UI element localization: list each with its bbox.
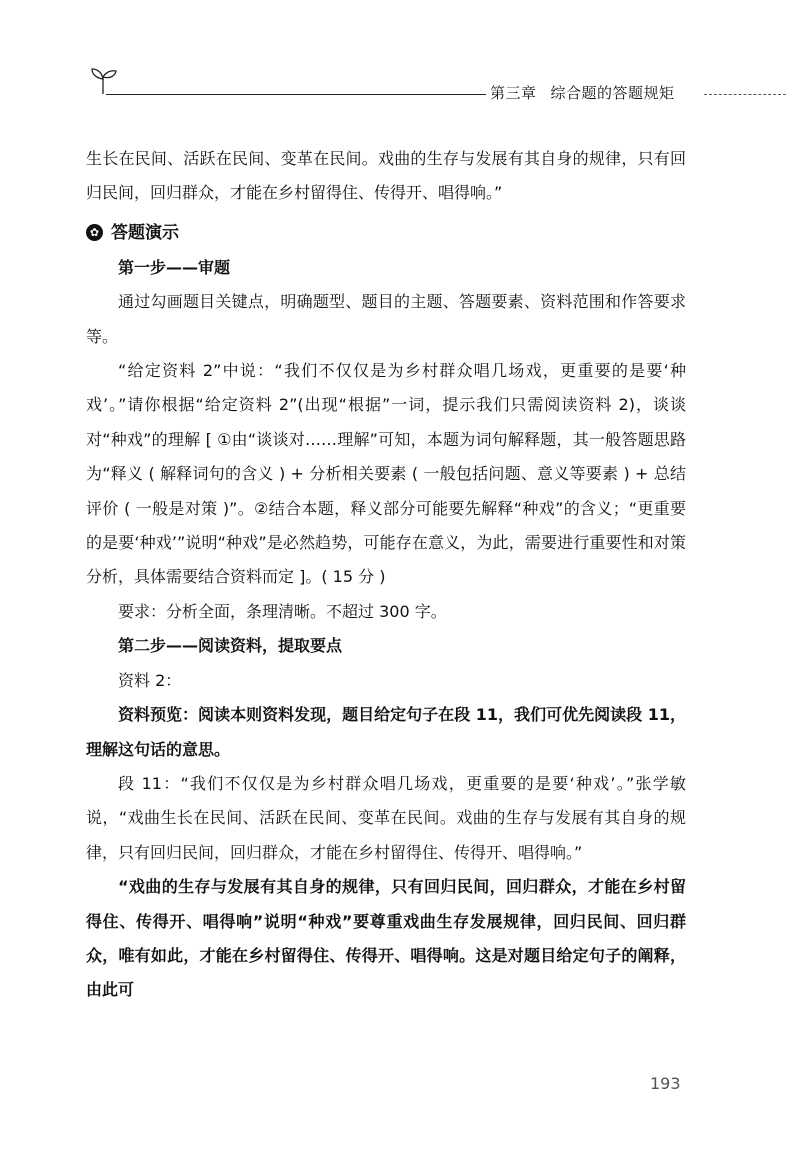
flower-bullet-icon: ✿ bbox=[86, 224, 103, 241]
paragraph-continued: 生长在民间、活跃在民间、变革在民间。戏曲的生存与发展有其自身的规律，只有回归民间，回归群众，才能在乡村留得住、传得开、唱得响。” bbox=[86, 149, 686, 203]
chapter-heading bbox=[486, 82, 679, 103]
step-two-heading: 第二步——阅读资料，提取要点 bbox=[118, 636, 343, 656]
step-one-heading: 第一步——审题 bbox=[118, 257, 231, 277]
chapter-number: 第三章 bbox=[490, 84, 537, 102]
header-rule-right bbox=[704, 94, 786, 95]
paragraph-intro: 通过勾画题目关键点，明确题型、题目的主题、答题要素、资料范围和作答要求等。 bbox=[86, 292, 686, 346]
section-title: 答题演示 bbox=[111, 222, 179, 243]
paragraph-analysis: “戏曲的生存与发展有其自身的规律，只有回归民间，回归群众，才能在乡村留得住、传得开、唱得响”说明“种戏”要尊重戏曲生存发展规律，回归民间、回归群众，唯有如此，才能在乡村留得住、传得开、唱得响。这是对题目给定句子的阐释，由此可 bbox=[86, 877, 686, 1000]
section-heading bbox=[86, 215, 686, 251]
chapter-title: 综合题的答题规矩 bbox=[550, 84, 675, 102]
material-label: 资料 2： bbox=[118, 670, 182, 690]
page-number: 193 bbox=[650, 1074, 681, 1093]
material-preview: 资料预览：阅读本则资料发现，题目给定句子在段 11，我们可优先阅读段 11，理解这句话的意思。 bbox=[86, 705, 686, 759]
paragraph-requirement: 要求：分析全面，条理清晰。不超过 300 字。 bbox=[118, 601, 447, 621]
paragraph-question: “给定资料 2”中说：“我们不仅仅是为乡村群众唱几场戏，更重要的是要‘种戏’。”请你根据“给定资料 2”(出现“根据”一词，提示我们只需阅读资料 2)，谈谈对“种戏”的理解 [ ①由“谈谈对……理解”可知，本题为词句解释题，其一般答题思路为“释义 ( 解释词句的含义 ) + 分析相关要素 ( 一般包括问题、意义等要素 ) + 总结评价 ( 一般是对策 )”。②结合本题，释义部分可能要先解释“种戏”的含义；“更重要的是要‘种戏’”说明“种戏”是必然趋势，可能存在意义，为此，需要进行重要性和对策分析，具体需要结合资料而定 ]。( 15 分 ) bbox=[86, 361, 686, 587]
page-header bbox=[86, 64, 786, 104]
paragraph-11-quote: 段 11：“我们不仅仅是为乡村群众唱几场戏，更重要的是要‘种戏’。”张学敏说，“戏曲生长在民间、活跃在民间、变革在民间。戏曲的生存与发展有其自身的规律，只有回归民间，回归群众，才能在乡村留得住、传得开、唱得响。” bbox=[86, 773, 686, 862]
page-body bbox=[86, 142, 686, 1008]
sprout-icon bbox=[86, 64, 120, 98]
